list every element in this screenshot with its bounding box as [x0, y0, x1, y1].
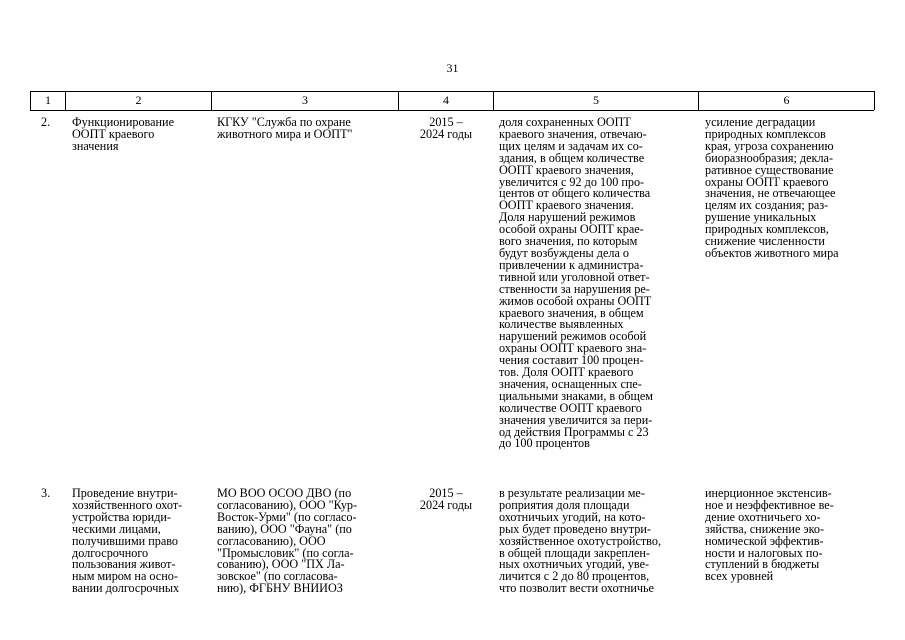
measure-name-cell [72, 488, 210, 595]
text-line: ративное существование [705, 162, 834, 177]
text-line: инерционное экстенсив- [705, 486, 832, 500]
text-line: охраны ООПТ краевого [705, 174, 829, 189]
text-line: ности и налоговых по- [705, 545, 823, 560]
text-line: значения, не отвечающее [705, 186, 836, 201]
text-line: чения составит 100 процен- [499, 353, 644, 368]
text-line: охраны ООПТ краевого зна- [499, 341, 647, 356]
text-line: рых будет проведено внутри- [499, 521, 651, 536]
text-line: сованию), ООО "ПХ Ла- [217, 557, 345, 572]
text-line: здания, в общем количестве [499, 150, 645, 165]
executor-cell [217, 117, 398, 141]
text-line: Восток-Урми" (по согласо- [217, 509, 357, 524]
text-line: объектов животного мира [705, 245, 839, 260]
result-cell [499, 117, 697, 450]
text-line: МО ВОО ОСОО ДВО (по [217, 486, 352, 500]
text-line: снижение численности [705, 234, 825, 249]
text-line: пользования живот- [72, 557, 176, 572]
header-divider [874, 91, 875, 110]
text-line: количестве выявленных [499, 317, 624, 332]
text-line: биоразнообразия; декла- [705, 150, 834, 165]
text-line: значения увеличится за пери- [499, 412, 653, 427]
text-line: до 100 процентов [499, 436, 590, 451]
text-line: ООПТ краевого [72, 126, 155, 141]
text-line: согласованию), ООО [217, 533, 326, 548]
text-line: ванию), ООО "Фауна" (по [217, 521, 352, 536]
text-line: что позволит вести охотничье [499, 581, 654, 596]
text-line: личится с 2 до 80 процентов, [499, 569, 650, 584]
period-cell [399, 488, 493, 512]
text-line: Доля нарушений режимов [499, 210, 636, 225]
risk-cell [705, 488, 873, 583]
text-line: будут возбуждены дела о [499, 245, 630, 260]
column-header-5: 5 [593, 93, 599, 107]
text-line: привлечении к администра- [499, 257, 644, 272]
text-line: согласованию), ООО "Кур- [217, 497, 358, 512]
text-line: устройства юриди- [72, 509, 171, 524]
text-line: доля сохраненных ООПТ [499, 115, 631, 129]
text-line: дение охотничьего хо- [705, 509, 821, 524]
result-cell [499, 488, 697, 595]
text-line: ное и неэффективное ве- [705, 497, 834, 512]
column-header-3: 3 [302, 93, 308, 107]
text-line: КГКУ "Служба по охране [217, 115, 351, 129]
text-line: жимов особой охраны ООПТ [499, 293, 652, 308]
text-line: вого значения, по которым [499, 234, 638, 249]
text-line: центов от общего количества [499, 186, 651, 201]
text-line: в общей площади закреплен- [499, 545, 650, 560]
text-line: тивной или уголовной ответ- [499, 269, 650, 284]
text-line: краевого значения, отвечаю- [499, 126, 647, 141]
text-line: всех уровней [705, 569, 774, 584]
column-header-4: 4 [443, 93, 449, 107]
text-line: хозяйственного охот- [72, 497, 183, 512]
text-line: Функционирование [72, 115, 174, 129]
text-line: края, угроза сохранению [705, 138, 834, 153]
risk-cell [705, 117, 873, 260]
measure-name-cell [72, 117, 210, 153]
text-line: ООПТ краевого значения, [499, 162, 634, 177]
row-number: 3. [41, 486, 51, 500]
text-line: получившими право [72, 533, 179, 548]
text-line: ООПТ краевого значения. [499, 198, 634, 213]
text-line: роприятия доля площади [499, 497, 630, 512]
row-number: 2. [41, 115, 51, 129]
text-line: усиление деградации [705, 115, 816, 129]
text-line: од действия Программы с 23 [499, 424, 649, 439]
text-line: краевого значения, в общем [499, 305, 644, 320]
text-line: 2015 – [429, 486, 463, 500]
text-line: хозяйственное охотустройство, [499, 533, 661, 548]
text-line: рушение уникальных [705, 210, 817, 225]
text-line: количестве ООПТ краевого [499, 400, 642, 415]
text-line: 2024 годы [419, 126, 473, 141]
text-line: природных комплексов [705, 126, 826, 141]
table-header-bottom-border [30, 110, 874, 111]
text-line: вании долгосрочных [72, 581, 180, 596]
text-line: щих целям и задачам их со- [499, 138, 643, 153]
text-line: зовское" (по согласова- [217, 569, 338, 584]
text-line: значения, оснащенных спе- [499, 376, 642, 391]
text-line: нию), ФГБНУ ВНИИОЗ [217, 581, 343, 596]
text-line: животного мира и ООПТ" [217, 126, 353, 141]
text-line: тов. Доля ООПТ краевого [499, 365, 634, 380]
text-line: Проведение внутри- [72, 486, 178, 500]
text-line: целям их создания; раз- [705, 198, 829, 213]
text-line: 2024 годы [419, 497, 473, 512]
text-line: 2015 – [429, 115, 463, 129]
text-line: природных комплексов, [705, 222, 829, 237]
text-line: нарушений режимов особой [499, 329, 647, 344]
text-line: ственности за нарушения ре- [499, 281, 650, 296]
page-number: 31 [446, 61, 459, 75]
text-line: особой охраны ООПТ крае- [499, 222, 644, 237]
column-header-6: 6 [783, 93, 790, 107]
column-header-2: 2 [135, 93, 142, 107]
executor-cell [217, 488, 398, 595]
text-line: охотничьих угодий, на кото- [499, 509, 646, 524]
text-line: значения [72, 138, 119, 153]
text-line: ступлений в бюджеты [705, 557, 820, 572]
text-line: ческими лицами, [72, 521, 161, 536]
text-line: ным миром на осно- [72, 569, 178, 584]
text-line: "Промысловик" (по согла- [217, 545, 354, 560]
text-line: номической эффектив- [705, 533, 824, 548]
column-header-1: 1 [45, 93, 51, 107]
text-line: циальными знаками, в общем [499, 388, 654, 403]
text-line: ных охотничьих угодий, уве- [499, 557, 650, 572]
text-line: долгосрочного [72, 545, 149, 560]
text-line: в результате реализации ме- [499, 486, 645, 500]
period-cell [399, 117, 493, 141]
text-line: зяйства, снижение эко- [705, 521, 825, 536]
text-line: увеличится с 92 до 100 про- [499, 174, 645, 189]
